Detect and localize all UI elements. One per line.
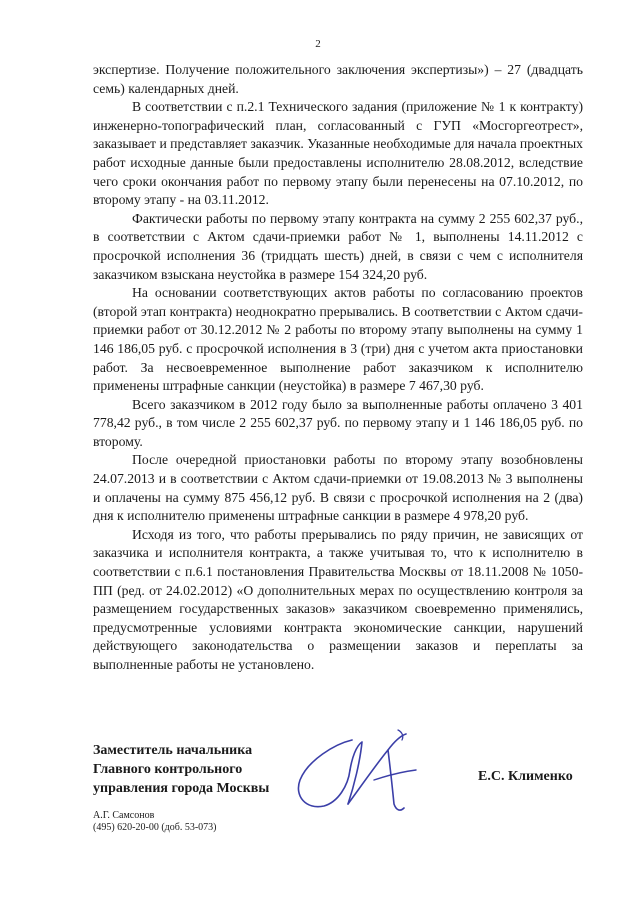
- paragraph-conclusion: Исходя из того, что работы прерывались по ряду причин, не зависящих от заказчика и исполнителя контракта, а также учитывая то, что к исполнителю в соответствии с п.6.1 постановления Правительства Москвы от 18.11.2008 № 1050-ПП (ред. от 24.02.2012) «О дополнительных мерах по осуществлению контроля за размещением государственных заказов» заказчиком своевременно применялись, предусмотренные условиями контракта экономические санкции, нарушений действующего законодательства о размещении заказов и переплаты за выполненные работы не установлено.: [93, 526, 583, 672]
- executor-phone: (495) 620-20-00 (доб. 53-073): [93, 822, 217, 833]
- signatory-title-line: управления города Москвы: [93, 781, 270, 796]
- paragraph-resumption: После очередной приостановки работы по второму этапу возобновлены 24.07.2013 и в соответствии с Актом сдачи-приемки от 19.08.2013 № 3 выполнены и оплачены на сумму 875 456,12 руб. В связи с просрочкой исполнения на 2 (два) дня к исполнителю применены штрафные санкции в размере 4 978,20 руб.: [93, 452, 583, 524]
- page-number: 2: [315, 38, 321, 50]
- signatory-title: [93, 741, 323, 798]
- paragraph-first-stage: Фактически работы по первому этапу контракта на сумму 2 255 602,37 руб., в соответствии с Актом сдачи-приемки работ № 1, выполнены 14.11.2012 с просрочкой исполнения 36 (тридцать шесть) дней, в связи с чем с исполнителя заказчиком взыскана неустойка в размере 154 324,20 руб.: [93, 210, 583, 282]
- document-body: [93, 61, 583, 675]
- signatory-title-line: Заместитель начальника: [93, 743, 253, 758]
- paragraph-continuation: экспертизе. Получение положительного заключения экспертизы») – 27 (двадцать семь) календарных дней.: [93, 62, 583, 96]
- paragraph-total-2012: Всего заказчиком в 2012 году было за выполненные работы оплачено 3 401 778,42 руб., в том числе 2 255 602,37 руб. по первому этапу и 1 146 186,05 руб. по второму.: [93, 396, 583, 449]
- executor-info: [93, 810, 217, 834]
- paragraph-technical-assignment: В соответствии с п.2.1 Технического задания (приложение № 1 к контракту) инженерно-топографический план, согласованный с ГУП «Мосгоргеотрест», заказывает и представляет заказчик. Указанные необходимые для начала проектных работ исходные данные были предоставлены исполнителю 28.08.2012, вследствие чего сроки окончания работ по первому этапу были перенесены на 07.10.2012, по второму этапу - на 03.11.2012.: [93, 99, 584, 208]
- paragraph-second-stage: На основании соответствующих актов работы по согласованию проектов (второй этап контракта) неоднократно прерывались. В соответствии с Актом сдачи-приемки работ от 30.12.2012 № 2 работы по второму этапу выполнены на сумму 1 146 186,05 руб. с просрочкой исполнения в 3 (три) дня с учетом акта приостановки работ. За несвоевременное выполнение работ заказчиком к исполнителю применены штрафные санкции (неустойка) в размере 7 467,30 руб.: [93, 285, 583, 394]
- signatory-name: Е.С. Клименко: [478, 769, 573, 784]
- executor-name: А.Г. Самсонов: [93, 810, 155, 821]
- handwritten-signature: [290, 722, 430, 822]
- signatory-title-line: Главного контрольного: [93, 762, 243, 777]
